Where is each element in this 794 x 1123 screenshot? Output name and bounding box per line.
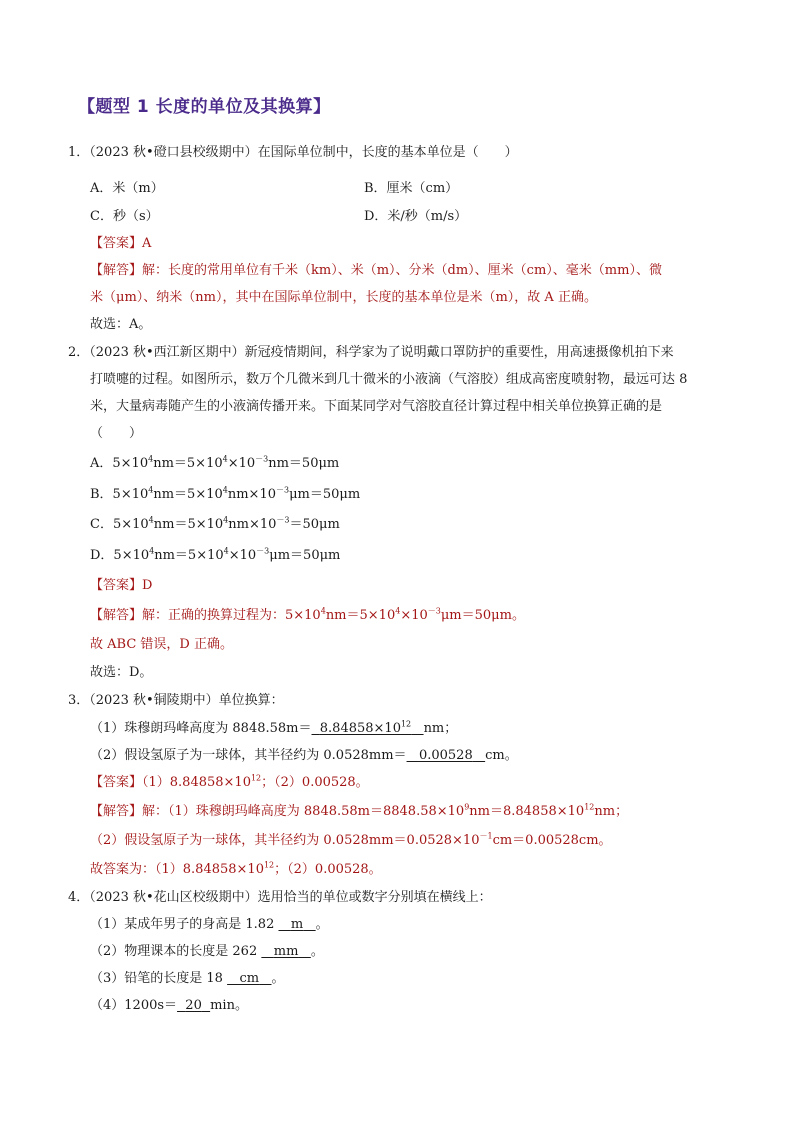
- q3-final-answer: 故答案为：$(1)8.84858\times 10^{12}$；（2）0.00528。: [90, 860, 382, 877]
- q2-option-a: A．$5\times 10^4nm=5\times 10^4\times 10^{-3}nm=50\mu m$: [90, 454, 340, 471]
- q1-option-d: D．米/秒（m/s）: [364, 209, 468, 224]
- q1-option-b: B．厘米（cm）: [364, 181, 459, 196]
- q2-choose: 故选：D。: [90, 665, 153, 680]
- q2-answer: 【答案】D: [90, 578, 153, 593]
- q2-stem-line4: （ ）: [90, 426, 143, 441]
- q3-stem: 3．（2023 秋•铜陵期中）单位换算：: [68, 693, 284, 708]
- q3-answer: 【答案】$(1)8.84858\times 10^{12}$；（2）0.00528。: [90, 773, 369, 790]
- q2-option-b: B．$5\times 10^4nm=5\times 10^4nm\times 10^{-3}\mu m=50\mu m$: [90, 485, 361, 502]
- q1-option-c: C．秒（s）: [90, 209, 159, 224]
- q2-option-d: D．$5\times 10^4nm=5\times 10^4\times 10^{-3}\mu m=50\mu m$: [90, 546, 341, 563]
- q1-option-a: A．米（m）: [90, 181, 164, 196]
- q4-stem: 4．（2023 秋•花山区校级期中）选用恰当的单位或数字分别填在横线上：: [68, 890, 492, 905]
- q2-option-c: C．$5\times 10^4nm=5\times 10^4nm\times 10^{-3}=50\mu m$: [90, 515, 340, 532]
- q1-analysis-line2: 米（μm）、纳米（nm），其中在国际单位制中，长度的基本单位是米（m），故 A 正确。: [90, 290, 597, 305]
- q1-analysis-line1: 【解答】解：长度的常用单位有千米（km）、米（m）、分米（dm）、厘米（cm）、毫米（mm）、微: [90, 263, 662, 278]
- q4-item-4: （4）1200s＝ 20 min。: [90, 998, 248, 1013]
- q4-item-3: （3）铅笔的长度是 18 cm 。: [90, 971, 285, 986]
- section-title: 【题型 1 长度的单位及其换算】: [78, 97, 331, 117]
- q3-analysis-line1: 【解答】解：（1）珠穆朗玛峰高度为 $8848.58m=8848.58\times 10^9nm=8.84858\times 10^{12}nm$；: [90, 802, 629, 819]
- q4-item-2: （2）物理课本的长度是 262 mm 。: [90, 944, 324, 959]
- q3-sub1: （1）珠穆朗玛峰高度为 $8848.58m= 8.84858\times 10^{12}$ nm；: [90, 719, 458, 736]
- q2-stem-line2: 打喷嚏的过程。如图所示，数万个几微米到几十微米的小液滴（气溶胶）组成高密度喷射物，最远可达 8: [90, 372, 688, 387]
- q4-item-1: （1）某成年男子的身高是 1.82 m 。: [90, 917, 329, 932]
- q1-stem: 1．（2023 秋•磴口县校级期中）在国际单位制中，长度的基本单位是（ ）: [68, 145, 518, 160]
- q2-stem-line1: 2．（2023 秋•西江新区期中）新冠疫情期间，科学家为了说明戴口罩防护的重要性，用高速摄像机拍下来: [68, 345, 674, 360]
- q1-answer: 【答案】A: [90, 236, 152, 251]
- q3-analysis-line2: （2）假设氢原子为一球体，其半径约为 $0.0528mm=0.0528\times 10^{-1}cm=0.00528cm$。: [90, 831, 612, 848]
- q3-sub2: （2）假设氢原子为一球体，其半径约为 0.0528mm＝ 0.00528 cm。: [90, 748, 518, 763]
- q2-analysis: 【解答】解：正确的换算过程为：$5\times 10^4nm=5\times 10^4\times 10^{-3}\mu m=50\mu m$。: [90, 606, 525, 623]
- q1-choose: 故选：A。: [90, 317, 152, 332]
- q2-stem-line3: 米，大量病毒随产生的小液滴传播开来。下面某同学对气溶胶直径计算过程中相关单位换算正确的是: [90, 399, 663, 414]
- q2-conclusion: 故 ABC 错误，D 正确。: [90, 637, 233, 652]
